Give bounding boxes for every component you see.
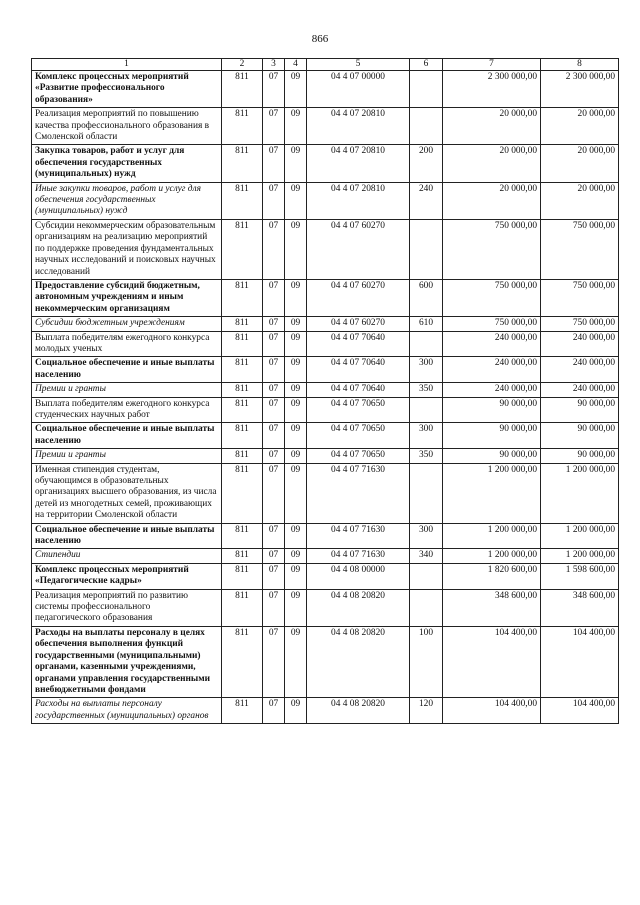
table-row bbox=[32, 463, 619, 523]
target-article-code: 04 4 07 70640 bbox=[307, 357, 410, 383]
amount-year-2: 104 400,00 bbox=[541, 626, 619, 697]
section-code: 07 bbox=[263, 626, 285, 697]
amount-year-1: 1 200 000,00 bbox=[443, 463, 541, 523]
subsection-code: 09 bbox=[285, 357, 307, 383]
expense-type-code: 350 bbox=[410, 449, 443, 463]
subsection-code: 09 bbox=[285, 317, 307, 331]
amount-year-2: 20 000,00 bbox=[541, 145, 619, 182]
amount-year-2: 90 000,00 bbox=[541, 423, 619, 449]
amount-year-2: 104 400,00 bbox=[541, 698, 619, 724]
section-code: 07 bbox=[263, 523, 285, 549]
target-article-code: 04 4 07 70650 bbox=[307, 423, 410, 449]
row-name: Реализация мероприятий по повышению качества профессионального образования в Смоленской области bbox=[32, 108, 222, 145]
section-code: 07 bbox=[263, 357, 285, 383]
expense-type-code: 350 bbox=[410, 383, 443, 397]
expense-type-code: 120 bbox=[410, 698, 443, 724]
section-code: 07 bbox=[263, 108, 285, 145]
subsection-code: 09 bbox=[285, 563, 307, 589]
expense-type-code bbox=[410, 589, 443, 626]
ministry-code: 811 bbox=[222, 145, 263, 182]
subsection-code: 09 bbox=[285, 397, 307, 423]
row-name: Иные закупки товаров, работ и услуг для обеспечения государственных (муниципальных) нужд bbox=[32, 182, 222, 219]
target-article-code: 04 4 07 20810 bbox=[307, 108, 410, 145]
ministry-code: 811 bbox=[222, 449, 263, 463]
amount-year-2: 1 200 000,00 bbox=[541, 549, 619, 563]
target-article-code: 04 4 07 71630 bbox=[307, 463, 410, 523]
target-article-code: 04 4 07 70650 bbox=[307, 449, 410, 463]
amount-year-2: 1 598 600,00 bbox=[541, 563, 619, 589]
section-code: 07 bbox=[263, 279, 285, 316]
amount-year-2: 1 200 000,00 bbox=[541, 523, 619, 549]
section-code: 07 bbox=[263, 317, 285, 331]
row-name: Комплекс процессных мероприятий «Педагогические кадры» bbox=[32, 563, 222, 589]
expense-type-code: 300 bbox=[410, 357, 443, 383]
amount-year-2: 20 000,00 bbox=[541, 182, 619, 219]
budget-table bbox=[31, 58, 619, 724]
ministry-code: 811 bbox=[222, 626, 263, 697]
amount-year-1: 104 400,00 bbox=[443, 698, 541, 724]
section-code: 07 bbox=[263, 331, 285, 357]
target-article-code: 04 4 07 71630 bbox=[307, 523, 410, 549]
amount-year-2: 240 000,00 bbox=[541, 331, 619, 357]
expense-type-code bbox=[410, 219, 443, 279]
expense-type-code bbox=[410, 397, 443, 423]
table-row bbox=[32, 626, 619, 697]
table-row bbox=[32, 108, 619, 145]
row-name: Комплекс процессных мероприятий «Развитие профессионального образования» bbox=[32, 71, 222, 108]
amount-year-2: 750 000,00 bbox=[541, 317, 619, 331]
column-number: 8 bbox=[541, 59, 619, 71]
section-code: 07 bbox=[263, 449, 285, 463]
amount-year-1: 240 000,00 bbox=[443, 383, 541, 397]
row-name: Субсидии бюджетным учреждениям bbox=[32, 317, 222, 331]
ministry-code: 811 bbox=[222, 383, 263, 397]
expense-type-code: 200 bbox=[410, 145, 443, 182]
expense-type-code: 240 bbox=[410, 182, 443, 219]
target-article-code: 04 4 08 20820 bbox=[307, 589, 410, 626]
amount-year-1: 104 400,00 bbox=[443, 626, 541, 697]
row-name: Выплата победителям ежегодного конкурса студенческих научных работ bbox=[32, 397, 222, 423]
expense-type-code: 300 bbox=[410, 423, 443, 449]
table-row bbox=[32, 219, 619, 279]
subsection-code: 09 bbox=[285, 182, 307, 219]
row-name: Социальное обеспечение и иные выплаты населению bbox=[32, 357, 222, 383]
amount-year-2: 20 000,00 bbox=[541, 108, 619, 145]
amount-year-1: 1 200 000,00 bbox=[443, 549, 541, 563]
subsection-code: 09 bbox=[285, 71, 307, 108]
table-row bbox=[32, 145, 619, 182]
ministry-code: 811 bbox=[222, 219, 263, 279]
amount-year-1: 90 000,00 bbox=[443, 423, 541, 449]
row-name: Реализация мероприятий по развитию системы профессионального педагогического образования bbox=[32, 589, 222, 626]
row-name: Премии и гранты bbox=[32, 383, 222, 397]
ministry-code: 811 bbox=[222, 317, 263, 331]
target-article-code: 04 4 07 70650 bbox=[307, 397, 410, 423]
subsection-code: 09 bbox=[285, 383, 307, 397]
amount-year-1: 1 200 000,00 bbox=[443, 523, 541, 549]
subsection-code: 09 bbox=[285, 463, 307, 523]
subsection-code: 09 bbox=[285, 279, 307, 316]
section-code: 07 bbox=[263, 145, 285, 182]
amount-year-1: 348 600,00 bbox=[443, 589, 541, 626]
expense-type-code: 300 bbox=[410, 523, 443, 549]
table-row bbox=[32, 589, 619, 626]
row-name: Премии и гранты bbox=[32, 449, 222, 463]
ministry-code: 811 bbox=[222, 698, 263, 724]
table-row bbox=[32, 331, 619, 357]
section-code: 07 bbox=[263, 182, 285, 219]
column-number: 6 bbox=[410, 59, 443, 71]
subsection-code: 09 bbox=[285, 549, 307, 563]
amount-year-2: 750 000,00 bbox=[541, 219, 619, 279]
ministry-code: 811 bbox=[222, 423, 263, 449]
amount-year-1: 750 000,00 bbox=[443, 219, 541, 279]
table-row bbox=[32, 71, 619, 108]
amount-year-1: 20 000,00 bbox=[443, 145, 541, 182]
amount-year-2: 90 000,00 bbox=[541, 449, 619, 463]
ministry-code: 811 bbox=[222, 71, 263, 108]
expense-type-code: 100 bbox=[410, 626, 443, 697]
row-name: Социальное обеспечение и иные выплаты населению bbox=[32, 523, 222, 549]
target-article-code: 04 4 07 20810 bbox=[307, 182, 410, 219]
column-number: 7 bbox=[443, 59, 541, 71]
amount-year-1: 20 000,00 bbox=[443, 182, 541, 219]
subsection-code: 09 bbox=[285, 145, 307, 182]
expense-type-code bbox=[410, 463, 443, 523]
expense-type-code: 610 bbox=[410, 317, 443, 331]
table-row bbox=[32, 549, 619, 563]
ministry-code: 811 bbox=[222, 357, 263, 383]
amount-year-2: 1 200 000,00 bbox=[541, 463, 619, 523]
section-code: 07 bbox=[263, 563, 285, 589]
target-article-code: 04 4 07 71630 bbox=[307, 549, 410, 563]
expense-type-code bbox=[410, 331, 443, 357]
row-name: Предоставление субсидий бюджетным, автономным учреждениям и иным некоммерческим организациям bbox=[32, 279, 222, 316]
row-name: Расходы на выплаты персоналу в целях обеспечения выполнения функций государственными (муниципальными) органами, казенными учреждениями, органами управления государственными внебюджетными фондами bbox=[32, 626, 222, 697]
table-row bbox=[32, 698, 619, 724]
expense-type-code bbox=[410, 563, 443, 589]
target-article-code: 04 4 07 60270 bbox=[307, 219, 410, 279]
section-code: 07 bbox=[263, 698, 285, 724]
subsection-code: 09 bbox=[285, 523, 307, 549]
ministry-code: 811 bbox=[222, 463, 263, 523]
ministry-code: 811 bbox=[222, 182, 263, 219]
column-number: 5 bbox=[307, 59, 410, 71]
amount-year-2: 2 300 000,00 bbox=[541, 71, 619, 108]
row-name: Именная стипендия студентам, обучающимся в образовательных организациях высшего образования, из числа детей из многодетных семей, проживающих на территории Смоленской области bbox=[32, 463, 222, 523]
expense-type-code bbox=[410, 108, 443, 145]
amount-year-1: 1 820 600,00 bbox=[443, 563, 541, 589]
target-article-code: 04 4 08 00000 bbox=[307, 563, 410, 589]
amount-year-2: 240 000,00 bbox=[541, 383, 619, 397]
amount-year-1: 90 000,00 bbox=[443, 449, 541, 463]
column-number: 4 bbox=[285, 59, 307, 71]
amount-year-1: 2 300 000,00 bbox=[443, 71, 541, 108]
ministry-code: 811 bbox=[222, 549, 263, 563]
amount-year-1: 750 000,00 bbox=[443, 317, 541, 331]
expense-type-code: 600 bbox=[410, 279, 443, 316]
ministry-code: 811 bbox=[222, 108, 263, 145]
amount-year-1: 240 000,00 bbox=[443, 357, 541, 383]
table-row bbox=[32, 383, 619, 397]
expense-type-code bbox=[410, 71, 443, 108]
column-number: 2 bbox=[222, 59, 263, 71]
table-row bbox=[32, 317, 619, 331]
amount-year-2: 240 000,00 bbox=[541, 357, 619, 383]
subsection-code: 09 bbox=[285, 423, 307, 449]
target-article-code: 04 4 08 20820 bbox=[307, 626, 410, 697]
section-code: 07 bbox=[263, 383, 285, 397]
amount-year-1: 750 000,00 bbox=[443, 279, 541, 316]
subsection-code: 09 bbox=[285, 589, 307, 626]
row-name: Стипендии bbox=[32, 549, 222, 563]
ministry-code: 811 bbox=[222, 331, 263, 357]
subsection-code: 09 bbox=[285, 331, 307, 357]
subsection-code: 09 bbox=[285, 698, 307, 724]
subsection-code: 09 bbox=[285, 108, 307, 145]
target-article-code: 04 4 07 20810 bbox=[307, 145, 410, 182]
row-name: Выплата победителям ежегодного конкурса молодых ученых bbox=[32, 331, 222, 357]
table-row bbox=[32, 182, 619, 219]
section-code: 07 bbox=[263, 589, 285, 626]
table-row bbox=[32, 397, 619, 423]
target-article-code: 04 4 07 60270 bbox=[307, 279, 410, 316]
amount-year-1: 20 000,00 bbox=[443, 108, 541, 145]
column-number: 1 bbox=[32, 59, 222, 71]
ministry-code: 811 bbox=[222, 523, 263, 549]
ministry-code: 811 bbox=[222, 279, 263, 316]
table-row bbox=[32, 523, 619, 549]
table-row bbox=[32, 563, 619, 589]
section-code: 07 bbox=[263, 397, 285, 423]
table-row bbox=[32, 449, 619, 463]
row-name: Социальное обеспечение и иные выплаты населению bbox=[32, 423, 222, 449]
column-number: 3 bbox=[263, 59, 285, 71]
target-article-code: 04 4 07 70640 bbox=[307, 383, 410, 397]
target-article-code: 04 4 07 60270 bbox=[307, 317, 410, 331]
column-number-row bbox=[32, 59, 619, 71]
row-name: Закупка товаров, работ и услуг для обеспечения государственных (муниципальных) нужд bbox=[32, 145, 222, 182]
table-row bbox=[32, 279, 619, 316]
amount-year-1: 240 000,00 bbox=[443, 331, 541, 357]
section-code: 07 bbox=[263, 549, 285, 563]
amount-year-2: 750 000,00 bbox=[541, 279, 619, 316]
row-name: Расходы на выплаты персоналу государственных (муниципальных) органов bbox=[32, 698, 222, 724]
subsection-code: 09 bbox=[285, 219, 307, 279]
amount-year-2: 348 600,00 bbox=[541, 589, 619, 626]
target-article-code: 04 4 07 70640 bbox=[307, 331, 410, 357]
amount-year-1: 90 000,00 bbox=[443, 397, 541, 423]
row-name: Субсидии некоммерческим образовательным организациям на реализацию мероприятий по поддержке проведения фундаментальных научных исследований и поисковых научных исследований bbox=[32, 219, 222, 279]
amount-year-2: 90 000,00 bbox=[541, 397, 619, 423]
expense-type-code: 340 bbox=[410, 549, 443, 563]
target-article-code: 04 4 07 00000 bbox=[307, 71, 410, 108]
ministry-code: 811 bbox=[222, 563, 263, 589]
section-code: 07 bbox=[263, 423, 285, 449]
target-article-code: 04 4 08 20820 bbox=[307, 698, 410, 724]
subsection-code: 09 bbox=[285, 626, 307, 697]
table-row bbox=[32, 357, 619, 383]
subsection-code: 09 bbox=[285, 449, 307, 463]
ministry-code: 811 bbox=[222, 589, 263, 626]
table-row bbox=[32, 423, 619, 449]
section-code: 07 bbox=[263, 71, 285, 108]
section-code: 07 bbox=[263, 219, 285, 279]
page-number: 866 bbox=[311, 33, 329, 45]
ministry-code: 811 bbox=[222, 397, 263, 423]
section-code: 07 bbox=[263, 463, 285, 523]
